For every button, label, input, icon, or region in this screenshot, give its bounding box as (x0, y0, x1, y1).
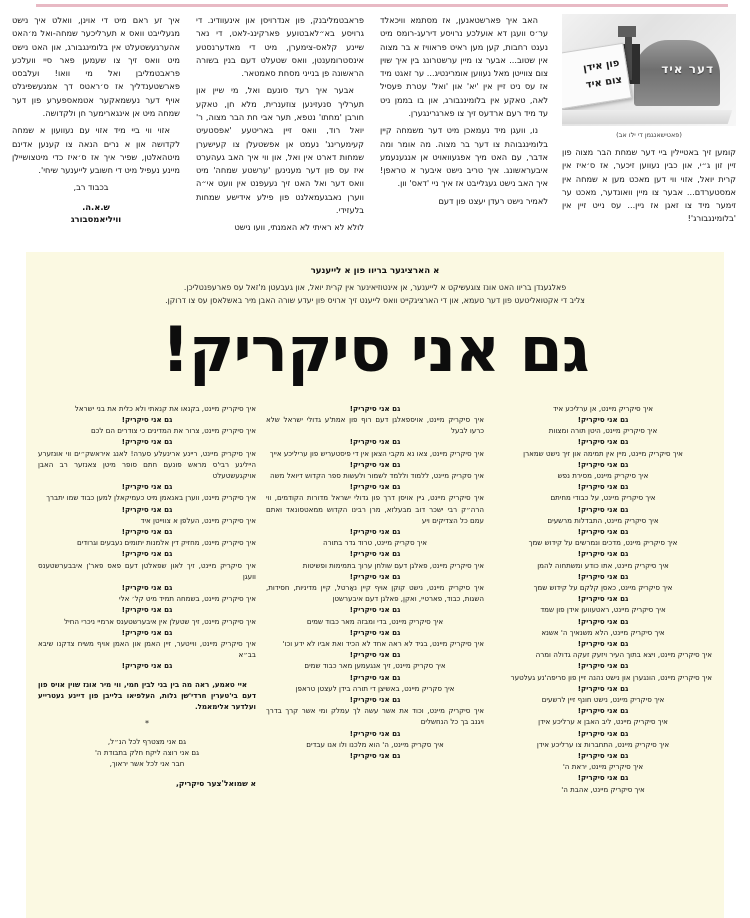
photo-column (556, 14, 744, 246)
poem-verse: איך סיקריק מיינט, זיך לאון שפאלטן דעם פאס פאר'ן איבבערשטענס וועגן (38, 560, 256, 581)
poem-refrain: גם אני סיקריק! (577, 616, 629, 626)
feature-headline: גם אני סיקריק! (161, 312, 589, 386)
poem-author-signature: א שמואל'צער סיקריק, (176, 779, 256, 789)
poem-verse: איך סיקריק מיינט, העלפן א צווייטן איד (140, 515, 256, 525)
poem-refrain: גם אני סיקריק! (577, 437, 629, 447)
poem-refrain: גם אני סיקריק! (121, 414, 173, 424)
poem-refrain: גם אני סיקריק! (121, 504, 173, 514)
poem-refrain: גם אני סיקריק! (121, 526, 173, 536)
poem-columns (38, 403, 712, 795)
signature-initials: ש.א.ה. (82, 201, 110, 212)
poem-verse: איך סיקריק מיינט, התחברות צו ערליכע אידן (536, 739, 670, 749)
article-paragraph: אבער איך רעד סונעם ואל, מי שיין און תערליך סנעזינען צוזענרית, מלא חן, טאקע חורבן 'מחתו' נטפא, תער אבי חת הבר מצוה, ר' יואל רוד, וואס זיין באריטעע 'אפסטעיט קעימערינג' נעמט אן אפשטעלן צו קעישערן שמחות דארט אין ואל, און ווי איך האב געהערט איז עס פון דער מענינען 'ערשטע שמחה' מיט וואס דער ואל האט זיך נעעפנט אין וועט אי״ה ווערן נאבגעמאלנט פון פילע אידישע שמחות בלעזידי. (196, 85, 364, 215)
closing-line-3: חבר אני לכל אשר יראוך, (109, 759, 185, 769)
poem-verse: איך סיקריק מיינט, מחזיק דין אלמנות יתומים נעבעים וגרודים (76, 538, 256, 548)
poem-verse: איך סיקריק מיינט, בגיד לא ראה אחד לא הכיד ואת אביו לא ידע וכו' (282, 639, 484, 648)
article-column-1 (4, 14, 188, 246)
feature-deck (95, 281, 655, 308)
article-paragraph: לולא לא ראיתי לא האמנתי, וועו נישט (234, 222, 364, 233)
poem-refrain: גם אני סיקריק! (349, 437, 401, 447)
article-column-2 (188, 14, 372, 246)
poem-column-2 (494, 403, 712, 795)
closing-line-2: גם אני רוצה ליקח חלק בתבודת ה' (94, 748, 199, 758)
poem-refrain: גם אני סיקריק! (349, 482, 401, 492)
poem-verse: איך סיקריק מיינט, צרור את המדינים כי צודרים הם לכם (90, 426, 256, 436)
letter-front-icon (562, 43, 632, 110)
closing-line-1: גם אני מצטרף לכל הנ״ל, (107, 736, 187, 746)
poem-refrain: גם אני סיקריק! (349, 571, 401, 581)
signature-place: וויליאמסבורג (70, 214, 122, 225)
poem-refrain: גם אני סיקריק! (577, 728, 629, 738)
deck-line-2: צליב די אקטואליטעט פון דער טעמא, און די הארציגקייט וואס לייענט זיך ארויס פון יעדע שורה האבן מיר באשלאסן עס צו דרוקן. (165, 296, 585, 306)
poem-refrain: גם אני סיקריק! (121, 661, 173, 671)
letter-line-2: צום איד (585, 74, 623, 92)
poem-refrain: גם אני סיקריק! (577, 504, 629, 514)
poem-refrain: גם אני סיקריק! (577, 683, 629, 693)
poem-refrain: גם אני סיקריק! (577, 549, 629, 559)
poem-verse: איך סיקריק מיינט, מסירת נפש (557, 470, 649, 480)
poem-refrain: גם אני סיקריק! (349, 672, 401, 682)
photo-shelf (562, 110, 732, 124)
article-paragraph: נו, וועגן מיד נעמאכן מיט דער משמחה קיין בלומינגבוהת צו דער בר מצוה. מה אומר ומה אדבר, עם האט מיך אפגעוואויט אן אנגענעמע איבעראשונג. איך טריב נישט איבער א טראפן! איך האב נישט געגלייבט אז איך ניי 'דאס' וון. (380, 125, 548, 189)
poem-verse: איך סיקריק מיינט, נישט חונף זיין לרשעים (541, 695, 665, 705)
poem-verse: איך סיקריק מיינט, ליב האבן א ערליכע אידן (538, 717, 668, 727)
poem-refrain: גם אני סיקריק! (349, 650, 401, 660)
poem-verse: איך סיקריק מיינט, גיין אויסן דרך פון גדולי ישראל מדורות הקודמים, ווי הרה״ק רבי ישכר דוב מבעלזא, מרן רבינו הקדוש ממאטסונאד ואתם עמם כל הצדיקים ויע (266, 493, 484, 525)
poem-verse: איך סיקריק מיינט, ראטעווען אידן פון שמד (540, 605, 666, 615)
poem-verse: איך סיקריק מיינט, אהבת ה' (561, 784, 645, 794)
poem-verse: איך סיקריק מיינט, התבדלות מרשעים (547, 515, 659, 525)
poem-verse: איך סיקריק מיינט, אן ערליכע איד (552, 403, 654, 413)
poem-refrain: גם אני סיקריק! (577, 459, 629, 469)
poem-bold-block: איי טאמע, ראה מה בין בני לבין חמי, ווי מיר אונז שוין אויס פון דעם בי'טערין חרדי'שן גלות, העלפיאו בלייבן פון דיינע געטרייע ועלדער אלימאמל. (38, 679, 256, 712)
poem-refrain: גם אני סיקריק! (121, 582, 173, 592)
poem-verse: איך סיקריק מיינט, מדכים ונמרשים על קידוש שמך (528, 538, 678, 548)
poem-refrain: גם אני סיקריק! (349, 605, 401, 615)
poem-refrain: גם אני סיקריק! (121, 627, 173, 637)
mailbox-photo (562, 14, 736, 126)
poem-refrain: גם אני סיקריק! (349, 526, 401, 536)
poem-verse: איך סיקריק מיינט, זיך שטעלן אין איבערשטענס ארמיי ניכרי החיל (64, 616, 256, 626)
poem-refrain: גם אני סיקריק! (349, 695, 401, 705)
letters-article-section (0, 14, 750, 246)
feature-kicker: א הארציגער בריוו פון א לייענער (310, 266, 440, 276)
poem-column-3 (266, 403, 484, 762)
poem-refrain: גם אני סיקריק! (349, 403, 401, 413)
poem-verse: איך סיקריק מיינט, ויצא בתוך העיר ויזעק זעקה גדולה ומרה (535, 650, 712, 660)
letter-line-1: פון אידן (582, 57, 621, 75)
poem-refrain: גם אני סיקריק! (349, 549, 401, 559)
mailbox-flag-top-icon (618, 26, 636, 37)
article-paragraph: אזוי ווי ביי מיד אזוי עם נעוועון א שמחה לקדושה און א נרים הנאה צו קענען אדינם מיטהאלטן, שפיר איך אז ס׳איז כדי מיטצושיילן מיינע נעפיל מיט די חשובע לייענער שיחי'. (12, 125, 180, 176)
poem-verse: איך סקריק מיינט, ה' הוא מלכנו ולו אנו עבדים (306, 739, 444, 749)
poem-verse: איך סיקריק מיינט, יראת ה' (562, 762, 644, 772)
poem-refrain: גם אני סיקריק! (349, 751, 401, 761)
poem-refrain: גם אני סיקריק! (577, 661, 629, 671)
poem-verse: איך סיקריק מיינט, צאו נא מקבי הצאן אין די פיסטעריש פון עריליכע אייך (269, 448, 484, 458)
poem-verse: איך סיקריק מיינט, וכוד את אשר עשה לך עמלק ומי אשר קרך בדרך ויגנב בך כל הנחשלים (266, 706, 484, 727)
section-star-divider: * (145, 719, 149, 729)
poem-refrain: גם אני סיקריק! (577, 751, 629, 761)
article-paragraph: איך זע ראם מיט די אוינן, וואלט איך נישט מגעלייבט וואס א תערליכער שמחה-ואל מ׳האט אהערגעשטעלט אין בלומינגבורג, און האט נישט מיט וואס זיך צו שעמען פאר סיי וועלכע פראבטמליבן ואל מי וואו! ועלבסט פארשטענדליך אז ס׳ראטס דך אמגעשפיגלט אויף דער נעשמאקער אטמאספערע פון דער שמחה מיט אן אינגארימער חן ולקדושה. (12, 15, 180, 118)
poem-refrain: גם אני סיקריק! (577, 639, 629, 648)
poem-verse: איך סקריק מיינט, טרוד גדר בתורה (323, 538, 427, 548)
poem-closing-block (38, 736, 256, 770)
article-paragraph: האב איך פארשטאנען, אז מסתמא וויכאלד ער׳ס וועגן דא אועלכע נרויסע דירעג-רומס מיט נעגט רחבות, קען מען ראיט פראוויז א בר מצוה אין שטוב... אבער צו מיין ערשטרונג בין איך שוין צום צווייטן מאל נעווען אומרינטיג... ער זאגט מיד אז עס ניט זיין אין 'יא' און 'ואל' עטרת פעסיל לאה, טאקע אין בלומינגבורג, און בו בממן ניט עד מיד רעם ארדעס זיך צו פארגרינגערן. (380, 15, 548, 118)
poem-refrain: גם אני סיקריק! (577, 526, 629, 536)
poem-verse: איך סיקריק מיינט, על כבודי מחיתם (550, 493, 656, 503)
poem-refrain: גם אני סיקריק! (121, 482, 173, 492)
poem-verse: איך סיקריק מיינט, היטן תורה ומצוות (548, 426, 658, 436)
poem-verse: איך סיקריק מיינט, בדי ומבזה מאר כבוד שמים (306, 616, 444, 626)
poem-refrain: גם אני סיקריק! (349, 728, 401, 738)
article-closing: בכבוד רב, (73, 182, 109, 193)
poem-verse: איך סקריק מיינט, באשיצן די תורה בידן לעצטן טראפן (295, 683, 455, 693)
article-column-3 (372, 14, 556, 246)
poem-verse: איך סקריק מיינט, זיך אנגעמען מאר כבוד שמים (304, 661, 446, 671)
poem-verse: איך סיקריק מיינט, כאסן קלקם על קידוש שמך (533, 582, 673, 592)
poem-refrain: גם אני סיקריק! (577, 414, 629, 424)
photo-caption: (פאטישאנגמן די ילו אב) (616, 131, 682, 139)
poem-verse: איך סיקריק מיינט, נישט קוקן אויף קיין נאַרטל, קיין מדיניות, חסידות, השגות, כבוד, פארטיי, ואקן, פאלגן דעם איבערשטן (266, 582, 484, 604)
article-paragraph: פראבטמליבנק, פון אנדרויסן און אינעוודינ. די גרויסע בא״לאבטועע פארקינג-לאט, די נאר שיינע קלאס-צימערן, מיט די מאדערנסטע אינסטרומענטן, וואס שטעלט דעם בנין בשורה הראשונה פן בנייני מסחת סאמטאר. (196, 15, 364, 79)
poem-verse: איך סיקריק מיינט, בקנאו את קנאתי ולא כלית את בני ישראל (74, 403, 256, 413)
deck-line-1: פאלגענדן בריוו האט אונז צוגעשיקט א לייענער, אן אינטוזיאינער אין קרית יואל, און געבעטן מ'זאל עס פארעפנטליכן. (183, 283, 567, 292)
article-signature (12, 201, 180, 226)
poem-verse: איך סיקריק מיינט, אתו כודע ומשתחוה להמן (537, 560, 669, 570)
poem-verse: איך סיקריק מיינט, ריינע ארינעלע סערה! לאנג איראשק״ים ווי אונזערע הייליגע רבי'ס מראש פונעם חתם סופר מיטן צאנזער רב האבן אויקגעשטעלט (38, 448, 256, 480)
poem-refrain: גם אני סיקריק! (121, 437, 173, 447)
top-rule-divider (36, 4, 728, 7)
article-paragraph: לאמיר נישט רעדן יעצט פון דעם (438, 195, 548, 206)
poem-refrain: גם אני סיקריק! (577, 571, 629, 581)
poem-column-4 (38, 403, 256, 791)
poem-verse: איך סיקריק מיינט, בשמחה תמיד מיט קל׳ אלי (119, 594, 256, 604)
feature-section (26, 252, 724, 918)
poem-verse: איך סיקריק מיינט, הלא משנאיך ה' אשנא (541, 627, 665, 637)
poem-refrain: גם אני סיקריק! (577, 773, 629, 783)
poem-verse: איך סיקריק מיינט, פאלגן דעם שולחן ערוך בתמימות ופשיטות (302, 560, 484, 570)
poem-refrain: גם אני סיקריק! (577, 594, 629, 604)
poem-refrain: גם אני סיקריק! (121, 605, 173, 615)
poem-refrain: גם אני סיקריק! (349, 627, 401, 637)
poem-verse: איך סיקריק מיינט, מיין אין תמימה און זיך נישט שמארן (523, 448, 683, 458)
poem-refrain: גם אני סיקריק! (349, 459, 401, 469)
poem-refrain: גם אני סיקריק! (577, 706, 629, 716)
poem-verse: איך סיקריק מיינט, ווייטער, זיין האמן און האמן אויף משיח צדקנו שיבא בב״א (38, 639, 256, 660)
photo-column-text: קומען זיך באטיילין ביי דער שמחת הבר מצוה פון זיין זון ג״י, און כבין נעווען זיכער, אז ס׳איז אין קרית יואל, אזוי ווי דען מאכט מען א שמחה אין אמסטערדם... אבער צו מיין וואונדער, מאכט ער זימער מיד צו זאגן אז ניין... עס נייט זיין אין 'בלומינגבורג'! (562, 147, 736, 224)
poem-verse: איך סקריק מיינט, ללמוד וללמד לשמור ולעשות ספר הקדוש דיואל משה (269, 470, 484, 480)
mailbox-face-label: דער איד (661, 62, 714, 76)
poem-verse: איך סיקריק מיינט, הונגערן און נישט נהנה זיין פון סריפה'נע געלטער (510, 672, 712, 682)
poem-verse: איך סיקריק מיינט, ווערן באנאמן מיט כעמיקאלן למען כבוד שמו יתברך (46, 493, 256, 503)
poem-refrain: גם אני סיקריק! (577, 482, 629, 492)
poem-refrain: גם אני סיקריק! (121, 549, 173, 559)
poem-verse: איך סיקריק מיינט, אויספאלגן דעם רוף פון אמת'ע גדולי ישראל שלא כרעו לבעל (266, 414, 484, 436)
